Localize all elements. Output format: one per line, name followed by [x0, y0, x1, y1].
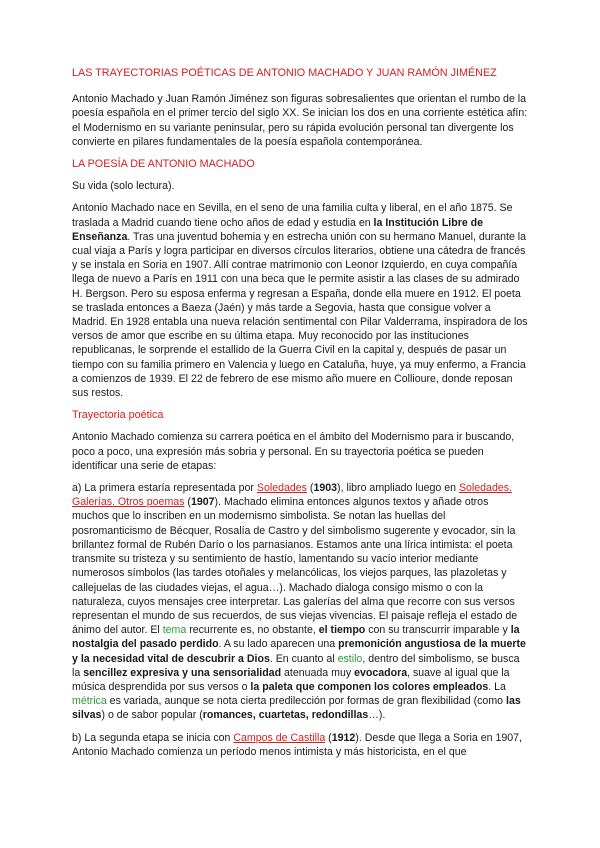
keyword-metrica: métrica — [72, 695, 107, 708]
etapa-text: con su transcurrir imparable y — [365, 624, 511, 637]
trayectoria-intro: Antonio Machado comienza su carrera poética en el ámbito del Modernismo para ir buscando, poco a poco, una expresión más sobria y personal. En su trayectoria poética se pueden identificar una serie de etapas: — [72, 431, 515, 472]
etapa-text: …). — [368, 709, 386, 722]
etapa-text: recurrente es, no obstante, — [186, 624, 319, 637]
keyword-tema: tema — [162, 624, 187, 637]
keyword-estilo: estilo — [337, 652, 363, 665]
etapa-text: ), libro ampliado luego en — [337, 482, 459, 495]
etapa-text: ( — [306, 482, 314, 495]
etapa-text: ). Machado elimina entonces algunos textos y añade otros muchos que lo inscriben en un modernismo simbolista. Se notan las huellas del posromanticismo de Bécquer, Rosalía de Castro y del simbolismo sugerente y evocador, sin la brillantez formal de Rubén Darío o los parnasianos. Estamos ante una lírica intimista: el poeta transmite su tristeza y su sentimiento de hastío, lamentando su vacío interior mediante numerosos símbolos (las tardes otoñales y melancólicas, los viejos parques, las plazoletas y callejuelas de las ciudades viejas, el agua…). Machado dialoga consigo mismo o con la naturaleza, cuyos mensajes cree interpretar. Las galerías del alma que recorre con sus versos representan el mundo de sus recuerdos, de sus viejas vivencias. El paisaje refleja el estado de ánimo del autor. El — [72, 496, 518, 637]
bold-sencillez: sencillez expresiva y una sensorialidad — [83, 666, 282, 679]
year-bold: 1907 — [190, 496, 215, 509]
intro-paragraph: Antonio Machado y Juan Ramón Jiménez son figuras sobresalientes que orientan el rumbo de la poesía española en el primer tercio del siglo XX. Se inician los dos en una corriente estética afín: el Modernismo en su variante peninsular, pero su rápida evolución personal tan divergente los convierte en pilares fundamentales de la poesía española contemporánea. — [72, 93, 528, 148]
bold-premonicion: premonición angustiosa de la muerte y la necesidad vital de descubrir a Dios — [72, 638, 526, 665]
etapa-text: atenuada muy — [281, 666, 355, 679]
etapa-text: ( — [325, 731, 332, 744]
etapa-text: , dentro del simbolismo, se busca la — [72, 652, 520, 679]
bio-bold-institucion: la Institución Libre de Enseñanza — [72, 216, 484, 243]
bold-evocadora: evocadora — [354, 666, 408, 679]
vida-label: Su vida (solo lectura). — [72, 180, 175, 193]
etapa-text: es variada, aunque se nota cierta predilección por formas de gran flexibilidad (como — [106, 695, 506, 708]
document-title: LAS TRAYECTORIAS POÉTICAS DE ANTONIO MACHADO Y JUAN RAMÓN JIMÉNEZ — [72, 67, 497, 79]
bold-nostalgia: la nostalgia del pasado perdido — [72, 624, 520, 651]
year-bold: 1903 — [313, 482, 338, 495]
link-campos-de-castilla[interactable]: Campos de Castilla — [233, 731, 326, 744]
trayectoria-heading: Trayectoria poética — [72, 409, 164, 422]
year-bold: 1912 — [331, 731, 356, 744]
bold-romances: romances, cuartetas, redondillas — [202, 709, 369, 722]
etapa-b-paragraph — [72, 731, 528, 759]
link-soledades-galerias[interactable]: Soledades. Galerías. Otros poemas — [72, 482, 512, 509]
etapa-text: . La — [488, 680, 506, 693]
bold-tiempo: el tiempo — [318, 624, 366, 637]
bio-text: Antonio Machado nace en Sevilla, en el seno de una familia culta y liberal, en el año 1875. Se traslada a Madrid cuando tiene ocho años de edad y estudia en — [72, 202, 513, 229]
etapa-text: , suave al igual que la música desprendida por sus versos o — [72, 666, 510, 693]
etapa-a-paragraph — [72, 481, 528, 722]
bold-silvas: las silvas — [72, 695, 521, 722]
etapa-text: . A su lado aparecen una — [218, 638, 339, 651]
biography-paragraph — [72, 201, 528, 400]
document-page — [72, 66, 528, 767]
section-heading-machado: LA POESÍA DE ANTONIO MACHADO — [72, 158, 255, 171]
etapa-text: a) La primera estaría representada por — [72, 482, 257, 495]
etapa-text: b) La segunda etapa se inicia con — [72, 731, 234, 744]
etapa-text: ). Desde que llega a Soria en 1907, Antonio Machado comienza un período menos intimista y más historicista, en el que — [72, 731, 522, 758]
etapa-text: ) o de sabor popular ( — [101, 709, 203, 722]
link-soledades[interactable]: Soledades — [256, 482, 307, 495]
bold-paleta: la paleta que componen los colores empleados — [250, 680, 489, 693]
etapa-text: ( — [184, 496, 191, 509]
etapa-text: . En cuanto al — [269, 652, 338, 665]
bio-text: . Tras una juventud bohemia y en estrecha unión con su hermano Manuel, durante la cual viaja a París y logra participar en diversos círculos literarios, obtiene una cátedra de francés y se instala en Soria en 1907. Allí contrae matrimonio con Leonor Izquierdo, en cuya compañía llega de nuevo a París en 1911 con una beca que le permite asistir a las clases de su admirado H. Bergson. Pero su esposa enferma y regresan a España, donde ella muere en 1912. El poeta se traslada entonces a Baeza (Jaén) y más tarde a Segovia, hasta que consigue volver a Madrid. En 1928 entabla una nueva relación sentimental con Pilar Valderrama, inspiradora de los versos de amor que escribe en su última etapa. Muy reconocido por las instituciones republicanas, le sorprende el estallido de la Guerra Civil en la capital y, después de pasar un tiempo con su familia primero en Valencia y luego en Cataluña, huye, ya muy enfermo, a Francia a comienzos de 1939. El 22 de febrero de ese mismo año muere en Collioure, donde reposan sus restos. — [72, 230, 528, 400]
